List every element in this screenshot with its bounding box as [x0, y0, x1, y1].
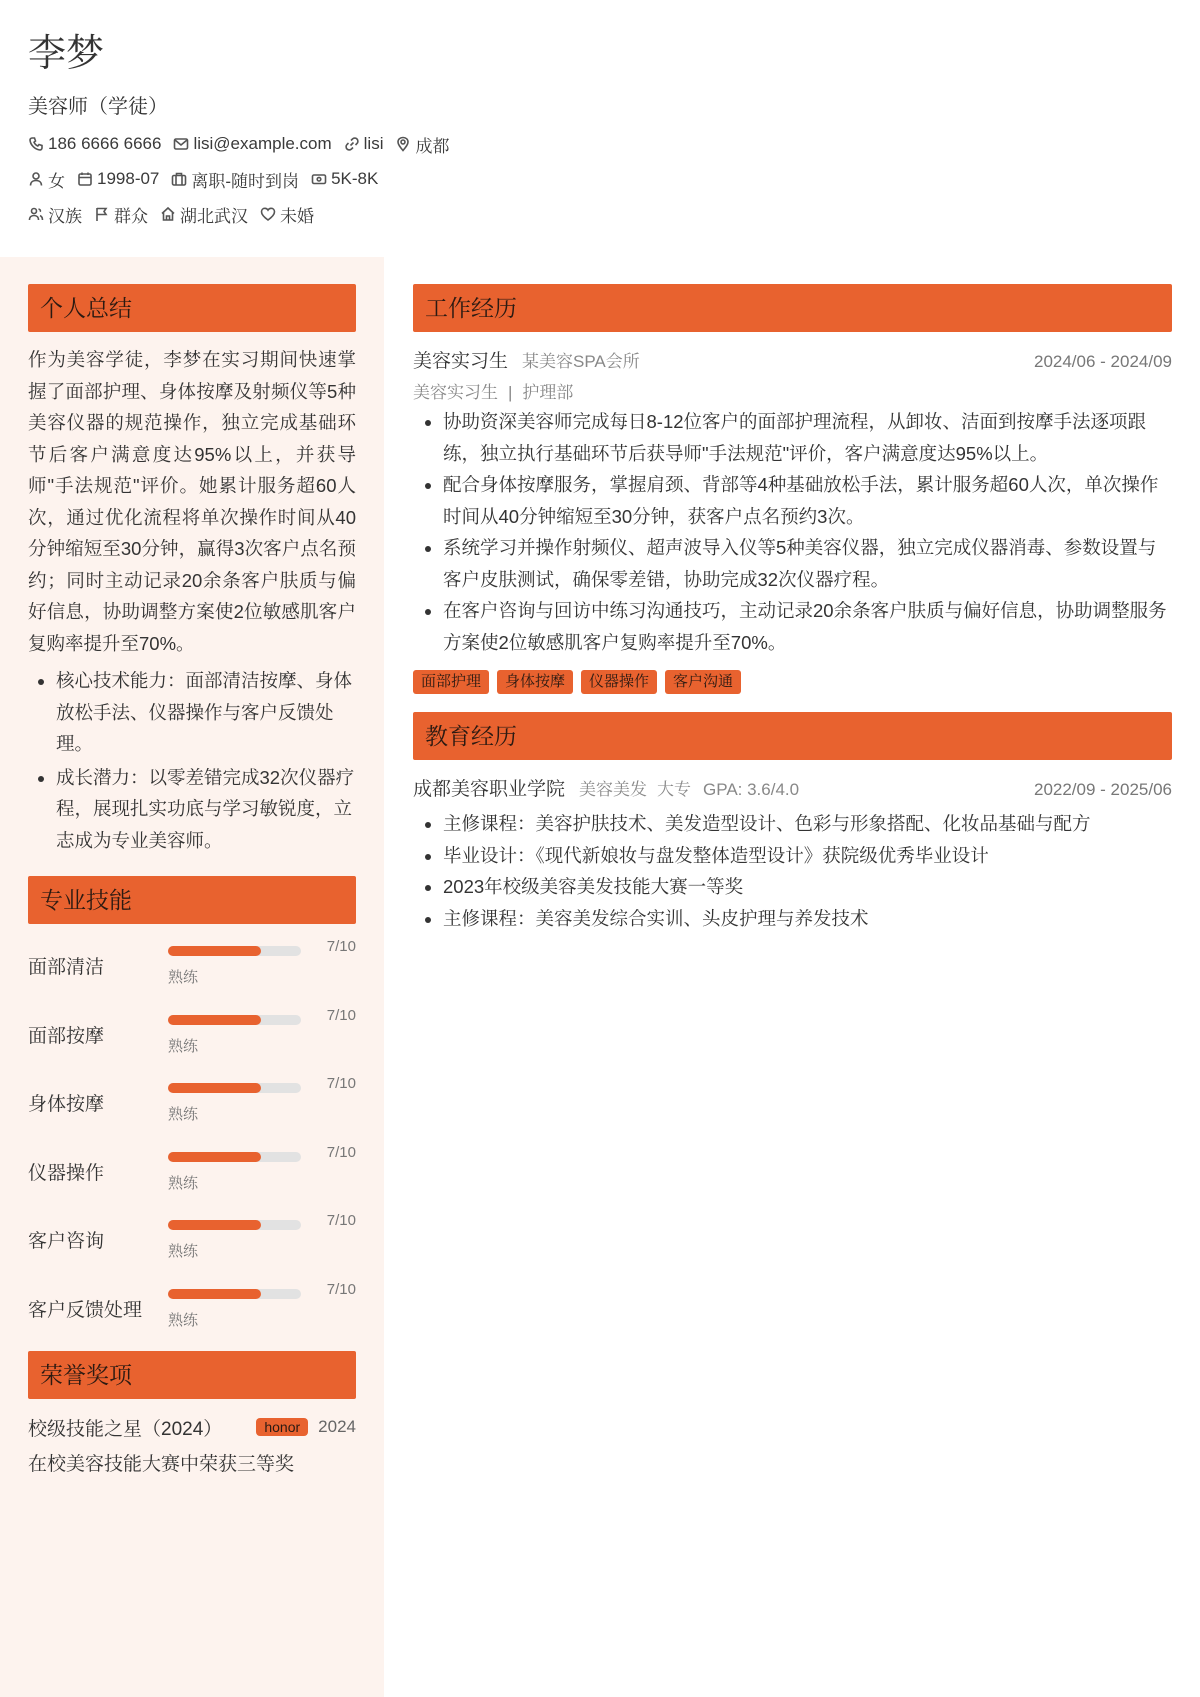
political-text: 群众 — [114, 206, 148, 226]
briefcase-icon — [171, 171, 187, 187]
skill-score: 7/10 — [326, 938, 356, 955]
link-text: lisi — [363, 134, 384, 153]
right-column — [413, 284, 1172, 934]
phone-icon — [28, 136, 44, 152]
work-heading: 工作经历 — [413, 284, 1172, 332]
status-item — [171, 167, 299, 192]
link-item[interactable] — [344, 134, 384, 154]
work-bullets — [413, 406, 1172, 658]
heart-icon — [260, 206, 276, 222]
skill-level: 熟练 — [168, 969, 199, 986]
work-position-line — [413, 378, 1172, 402]
education-bullet: • 主修课程：美容美发综合实训、头皮护理与养发技术 — [443, 903, 1172, 935]
education-heading: 教育经历 — [413, 712, 1172, 760]
location-item — [395, 132, 449, 157]
summary-heading: 个人总结 — [28, 284, 356, 332]
link-icon — [344, 136, 360, 152]
skill-row — [28, 1075, 356, 1144]
gender-item — [28, 167, 65, 192]
status-text: 离职-随时到岗 — [191, 171, 300, 191]
skill-bar — [168, 1289, 301, 1299]
education-bullet: • 主修课程：美容护肤技术、美发造型设计、色彩与形象搭配、化妆品基础与配方 — [443, 808, 1172, 840]
work-bullet: • 在客户咨询与回访中练习沟通技巧，主动记录20余条客户肤质与偏好信息，协助调整服务方案使2位敏感肌客户复购率提升至70%。 — [443, 595, 1172, 658]
birth-text: 1998-07 — [97, 169, 160, 188]
honor-title: 校级技能之星（2024） — [28, 1418, 223, 1440]
skill-bar — [168, 1083, 301, 1093]
skill-name: 面部按摩 — [28, 1025, 105, 1047]
major: 美容美发 — [579, 780, 648, 799]
birth-item — [77, 169, 159, 189]
honor-year: 2024 — [318, 1417, 356, 1436]
skill-name: 面部清洁 — [28, 957, 105, 978]
education-entry-header — [413, 774, 1172, 800]
skill-name: 客户咨询 — [28, 1231, 105, 1252]
gpa: GPA: 3.6/4.0 — [703, 780, 800, 799]
tag: 仪器操作 — [581, 670, 657, 694]
education-bullets — [413, 808, 1172, 934]
skill-bar-fill — [168, 1015, 261, 1025]
gender-text: 女 — [48, 171, 65, 191]
skill-score: 7/10 — [326, 1280, 356, 1298]
summary-text: 作为美容学徒，李梦在实习期间快速掌握了面部护理、身体按摩及射频仪等5种美容仪器的规范操作，独立完成基础环节后客户满意度达95%以上，并获导师"手法规范"评价。她累计服务超60人次，通过优化流程将单次操作时间从40分钟缩短至30分钟，赢得3次客户点名预约；同时主动记录20余条客户肤质与偏好信息，协助调整方案使2位敏感肌客户复购率提升至70%。 — [28, 349, 356, 654]
skill-name: 仪器操作 — [28, 1162, 105, 1184]
honor-description: 在校美容技能大赛中荣获三等奖 — [28, 1454, 295, 1475]
ethnicity-item — [28, 202, 82, 227]
mail-icon — [173, 136, 189, 152]
skill-name: 身体按摩 — [28, 1094, 105, 1115]
summary-bullet: • 核心技术能力：面部清洁按摩、身体放松手法、仪器操作与客户反馈处理。 — [56, 665, 356, 760]
salary-text: 5K-8K — [331, 169, 379, 188]
location-text: 成都 — [415, 136, 450, 156]
candidate-name: 李梦 — [28, 33, 105, 75]
skill-name: 客户反馈处理 — [28, 1299, 143, 1321]
skill-row — [28, 1212, 356, 1281]
skill-score: 7/10 — [326, 1143, 356, 1161]
skill-score: 7/10 — [326, 1075, 356, 1092]
flag-icon — [94, 206, 110, 222]
money-icon — [311, 171, 327, 187]
political-item — [94, 202, 148, 227]
skill-level: 熟练 — [168, 1174, 199, 1192]
skill-bar — [168, 1015, 301, 1025]
skill-row — [28, 1007, 356, 1076]
skill-level: 熟练 — [168, 1106, 199, 1123]
work-department: 护理部 — [522, 383, 574, 402]
honor-entry — [28, 1413, 356, 1441]
skill-score: 7/10 — [326, 1006, 356, 1024]
work-tags — [413, 670, 1172, 694]
skill-level: 熟练 — [168, 1037, 199, 1055]
skill-bar-fill — [168, 1220, 261, 1230]
phone-item — [28, 134, 161, 154]
marital-item — [260, 202, 314, 227]
salary-item — [311, 169, 378, 189]
work-bullet: • 配合身体按摩服务，掌握肩颈、背部等4种基础放松手法，累计服务超60人次，单次操作时间从40分钟缩短至30分钟，获客户点名预约3次。 — [443, 469, 1172, 532]
skill-row — [28, 1144, 356, 1213]
school-name: 成都美容职业学院 — [413, 779, 566, 800]
work-company: 某美容SPA会所 — [522, 352, 640, 371]
honor-badge: honor — [256, 1418, 308, 1436]
left-column — [28, 284, 356, 1476]
skill-level: 熟练 — [168, 1243, 199, 1260]
education-bullet: • 2023年校级美容美发技能大赛一等奖 — [443, 871, 1172, 903]
email-text: lisi@example.com — [193, 134, 332, 153]
work-position: 美容实习生 — [413, 383, 498, 402]
skill-row — [28, 1281, 356, 1350]
tag: 身体按摩 — [497, 670, 573, 694]
skill-bar-fill — [168, 1289, 261, 1299]
user-icon — [28, 171, 44, 187]
calendar-icon — [77, 171, 93, 187]
resume-header — [28, 30, 1168, 225]
tag: 客户沟通 — [665, 670, 741, 694]
location-icon — [395, 136, 411, 152]
summary-bullets — [28, 665, 356, 856]
skill-bar-fill — [168, 1152, 261, 1162]
background-row — [28, 203, 1168, 225]
work-date: 2024/06 - 2024/09 — [1033, 352, 1172, 371]
honors-heading: 荣誉奖项 — [28, 1351, 356, 1399]
work-entry-header — [413, 346, 1172, 372]
ethnicity-text: 汉族 — [48, 206, 82, 226]
personal-row — [28, 168, 1168, 190]
skill-level: 熟练 — [168, 1311, 199, 1329]
skill-bar-fill — [168, 946, 261, 956]
skills-list — [28, 938, 356, 1349]
education-bullet: • 毕业设计：《现代新娘妆与盘发整体造型设计》获院级优秀毕业设计 — [443, 840, 1172, 872]
degree: 大专 — [657, 780, 692, 799]
skill-bar — [168, 1220, 301, 1230]
hometown-text: 湖北武汉 — [180, 206, 248, 226]
job-title: 美容师（学徒） — [28, 96, 168, 118]
work-role: 美容实习生 — [413, 351, 509, 372]
phone-text: 186 6666 6666 — [48, 134, 162, 153]
skill-bar — [168, 1152, 301, 1162]
skill-row — [28, 938, 356, 1007]
hometown-item — [160, 202, 248, 227]
skill-bar — [168, 946, 301, 956]
skill-bar-fill — [168, 1083, 261, 1093]
contact-row — [28, 133, 1168, 155]
tag: 面部护理 — [413, 670, 489, 694]
work-bullet: • 协助资深美容师完成每日8-12位客户的面部护理流程，从卸妆、洁面到按摩手法逐项跟练，独立执行基础环节后获导师"手法规范"评价，客户满意度达95%以上。 — [443, 406, 1172, 469]
home-icon — [160, 206, 176, 222]
summary-bullet: • 成长潜力：以零差错完成32次仪器疗程，展现扎实功底与学习敏锐度，立志成为专业美容师。 — [56, 762, 356, 857]
work-bullet: • 系统学习并操作射频仪、超声波导入仪等5种美容仪器，独立完成仪器消毒、参数设置与客户皮肤测试，确保零差错，协助完成32次仪器疗程。 — [443, 532, 1172, 595]
skills-heading: 专业技能 — [28, 876, 356, 924]
marital-text: 未婚 — [280, 206, 314, 226]
email-item[interactable] — [173, 134, 331, 154]
skill-score: 7/10 — [326, 1212, 356, 1229]
people-icon — [28, 206, 44, 222]
education-date: 2022/09 - 2025/06 — [1033, 780, 1172, 799]
separator: | — [508, 383, 513, 402]
